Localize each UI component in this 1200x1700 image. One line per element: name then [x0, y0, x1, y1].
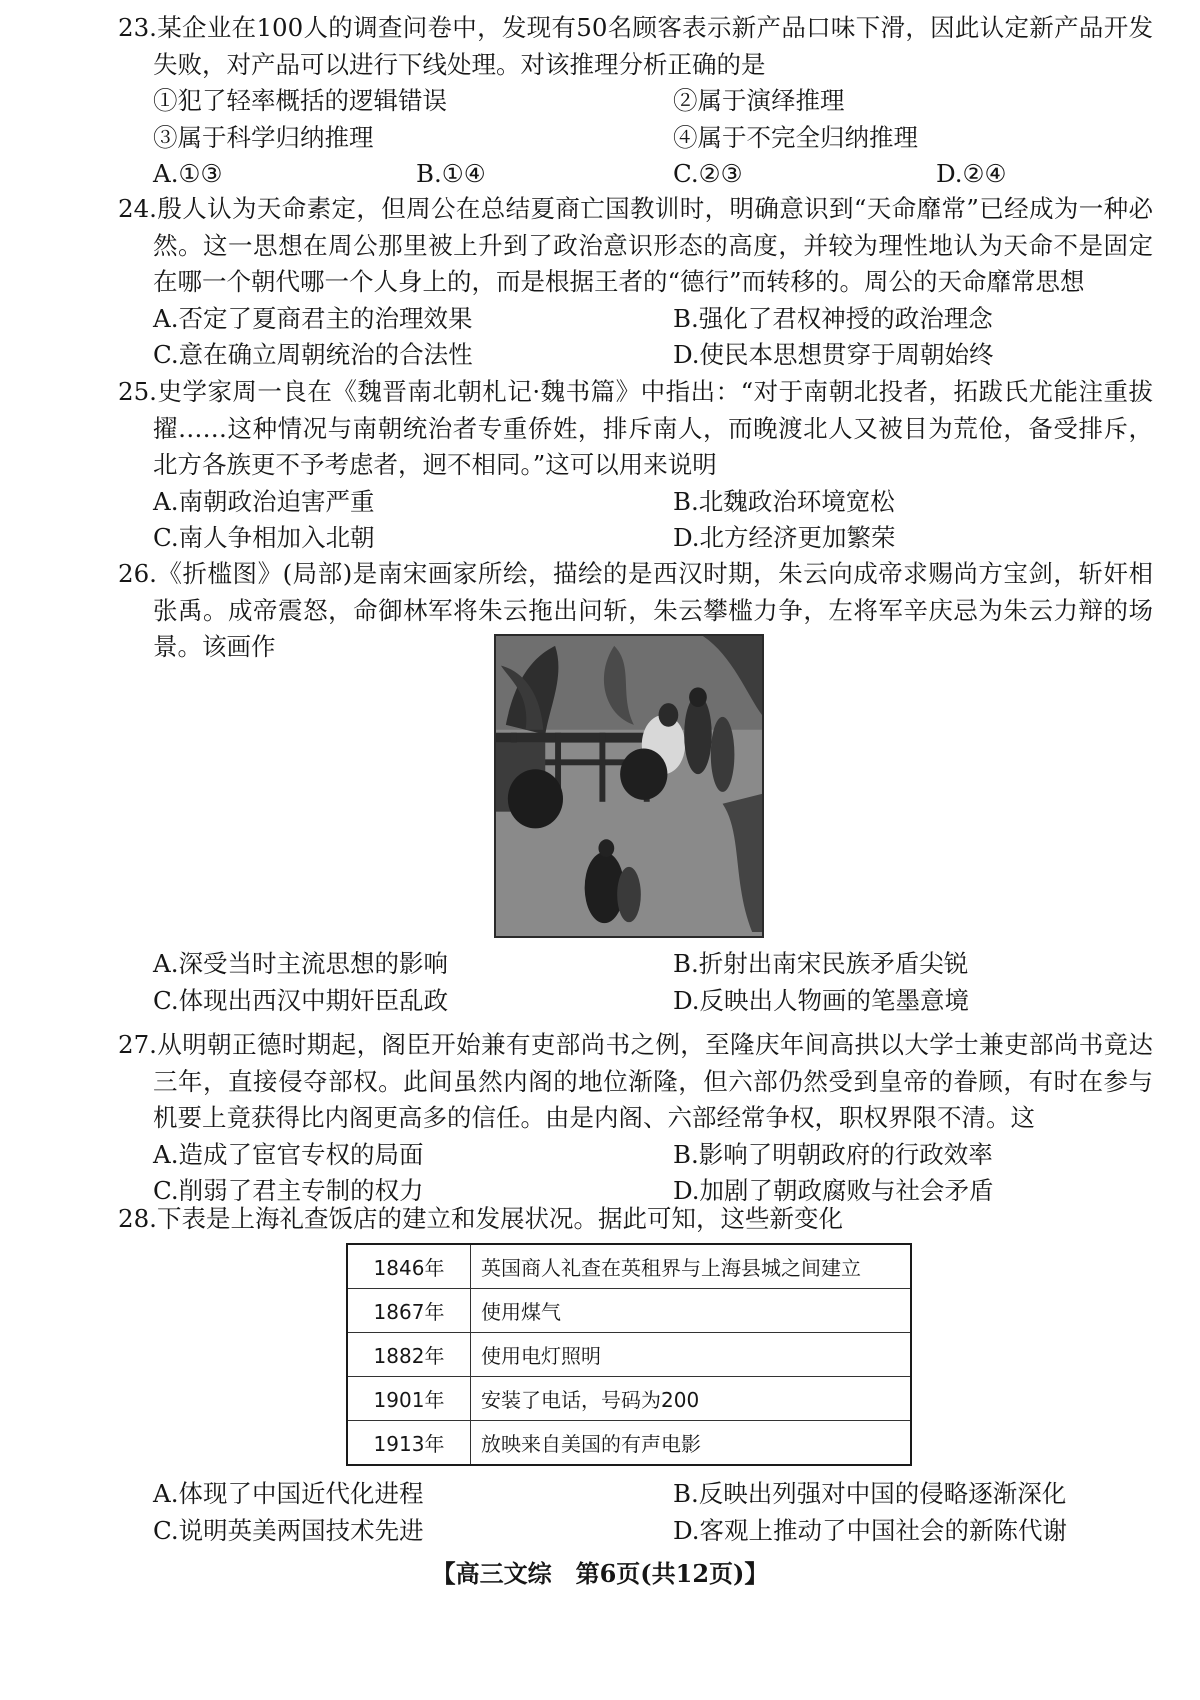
- table-cell-event: 放映来自美国的有声电影: [471, 1421, 912, 1466]
- statement-2: ②属于演绎推理: [673, 86, 845, 115]
- table-cell-year: 1867年: [347, 1289, 471, 1333]
- table-cell-year: 1901年: [347, 1377, 471, 1421]
- option-b: B.反映出列强对中国的侵略逐渐深化: [673, 1479, 1067, 1508]
- table-cell-event: 安装了电话，号码为200: [471, 1377, 912, 1421]
- options-row: [118, 520, 1153, 557]
- option-d: D.②④: [936, 159, 1007, 188]
- options-row: [118, 484, 1153, 521]
- options-row: [118, 301, 1153, 338]
- option-a: A.①③: [153, 159, 223, 188]
- question-stem: 25.史学家周一良在《魏晋南北朝札记·魏书篇》中指出：“对于南朝北投者，拓跋氏尤能注重拔擢……这种情况与南朝统治者专重侨姓，排斥南人，而晚渡北人又被目为荒伧，备受排斥，北方各族更不予考虑者，迥不相同。”这可以用来说明: [118, 377, 1153, 479]
- option-c: C.体现出西汉中期奸臣乱政: [153, 985, 449, 1015]
- table-row: [347, 1333, 911, 1377]
- option-c: C.南人争相加入北朝: [153, 523, 375, 552]
- question-stem: 27.从明朝正德时期起，阁臣开始兼有吏部尚书之例，至隆庆年间高拱以大学士兼吏部尚书竟达三年，直接侵夺部权。此间虽然内阁的地位渐隆，但六部仍然受到皇帝的眷顾，有时在参与机要上竟获得比内阁更高多的信任。由是内阁、六部经常争权，职权界限不清。这: [118, 1030, 1153, 1132]
- option-b: B.折射出南宋民族矛盾尖锐: [673, 949, 969, 978]
- painting-image: [494, 634, 764, 938]
- question-stem: 24.殷人认为天命素定，但周公在总结夏商亡国教训时，明确意识到“天命靡常”已经成为一种必然。这一思想在周公那里被上升到了政治意识形态的高度，并较为理性地认为天命不是固定在哪一个朝代哪一个人身上的，而是根据王者的“德行”而转移的。周公的天命靡常思想: [118, 194, 1153, 296]
- option-c: C.说明英美两国技术先进: [153, 1515, 424, 1545]
- painting-illustration: [496, 636, 762, 936]
- table-row: [347, 1377, 911, 1421]
- option-a: A.深受当时主流思想的影响: [153, 949, 448, 978]
- option-b: B.强化了君权神授的政治理念: [673, 303, 993, 333]
- options-row: [118, 1137, 1153, 1174]
- option-c: C.②③: [673, 159, 743, 188]
- statement-row: [118, 120, 1153, 157]
- hotel-history-table: [346, 1243, 912, 1466]
- option-a: A.否定了夏商君主的治理效果: [153, 303, 473, 333]
- option-b: B.影响了明朝政府的行政效率: [673, 1139, 993, 1169]
- question-stem: 28.下表是上海礼查饭店的建立和发展状况。据此可知，这些新变化: [118, 1204, 843, 1233]
- option-d: D.反映出人物画的笔墨意境: [673, 985, 970, 1015]
- options-row: [118, 337, 1153, 374]
- table-row: [347, 1421, 911, 1466]
- table-cell-event: 英国商人礼查在英租界与上海县城之间建立: [471, 1244, 912, 1289]
- table-row: [347, 1244, 911, 1289]
- question-23: [118, 10, 1153, 193]
- option-d: D.北方经济更加繁荣: [673, 523, 896, 552]
- statement-4: ④属于不完全归纳推理: [673, 122, 918, 152]
- statement-3: ③属于科学归纳推理: [153, 122, 374, 152]
- table-cell-event: 使用煤气: [471, 1289, 912, 1333]
- options-row: [118, 946, 1153, 983]
- table-cell-year: 1913年: [347, 1421, 471, 1466]
- table-cell-year: 1882年: [347, 1333, 471, 1377]
- options-row: [118, 156, 1153, 193]
- options-row: [118, 1476, 1153, 1513]
- option-c: C.意在确立周朝统治的合法性: [153, 340, 473, 369]
- question-26-options: [118, 946, 1153, 1019]
- option-c: C.削弱了君主专制的权力: [153, 1176, 424, 1205]
- option-d: D.客观上推动了中国社会的新陈代谢: [673, 1515, 1068, 1545]
- options-row: [118, 983, 1153, 1020]
- option-a: A.南朝政治迫害严重: [153, 486, 375, 516]
- statement-1: ①犯了轻率概括的逻辑错误: [153, 86, 447, 115]
- option-a: A.造成了宦官专权的局面: [153, 1139, 424, 1169]
- statement-row: [118, 83, 1153, 120]
- question-stem: 26.《折槛图》(局部)是南宋画家所绘，描绘的是西汉时期，朱云向成帝求赐尚方宝剑，斩奸相张禹。成帝震怒，命御林军将朱云拖出问斩，朱云攀槛力争，左将军辛庆忌为朱云力辩的场景。该画作: [118, 559, 1153, 661]
- table-cell-year: 1846年: [347, 1244, 471, 1289]
- question-28: [118, 1201, 1153, 1238]
- table-cell-event: 使用电灯照明: [471, 1333, 912, 1377]
- options-row: [118, 1513, 1153, 1550]
- question-28-options: [118, 1476, 1153, 1549]
- option-a: A.体现了中国近代化进程: [153, 1479, 424, 1508]
- page-footer: 【高三文综 第6页(共12页)】: [431, 1559, 769, 1588]
- question-27: [118, 1027, 1153, 1210]
- question-stem: 23.某企业在100人的调查问卷中，发现有50名顾客表示新产品口味下滑，因此认定新产品开发失败，对产品可以进行下线处理。对该推理分析正确的是: [118, 13, 1153, 79]
- option-d: D.使民本思想贯穿于周朝始终: [673, 340, 994, 369]
- option-b: B.北魏政治环境宽松: [673, 486, 895, 516]
- question-25: [118, 374, 1153, 557]
- table-row: [347, 1289, 911, 1333]
- question-24: [118, 191, 1153, 374]
- option-b: B.①④: [416, 159, 486, 188]
- option-d: D.加剧了朝政腐败与社会矛盾: [673, 1176, 994, 1205]
